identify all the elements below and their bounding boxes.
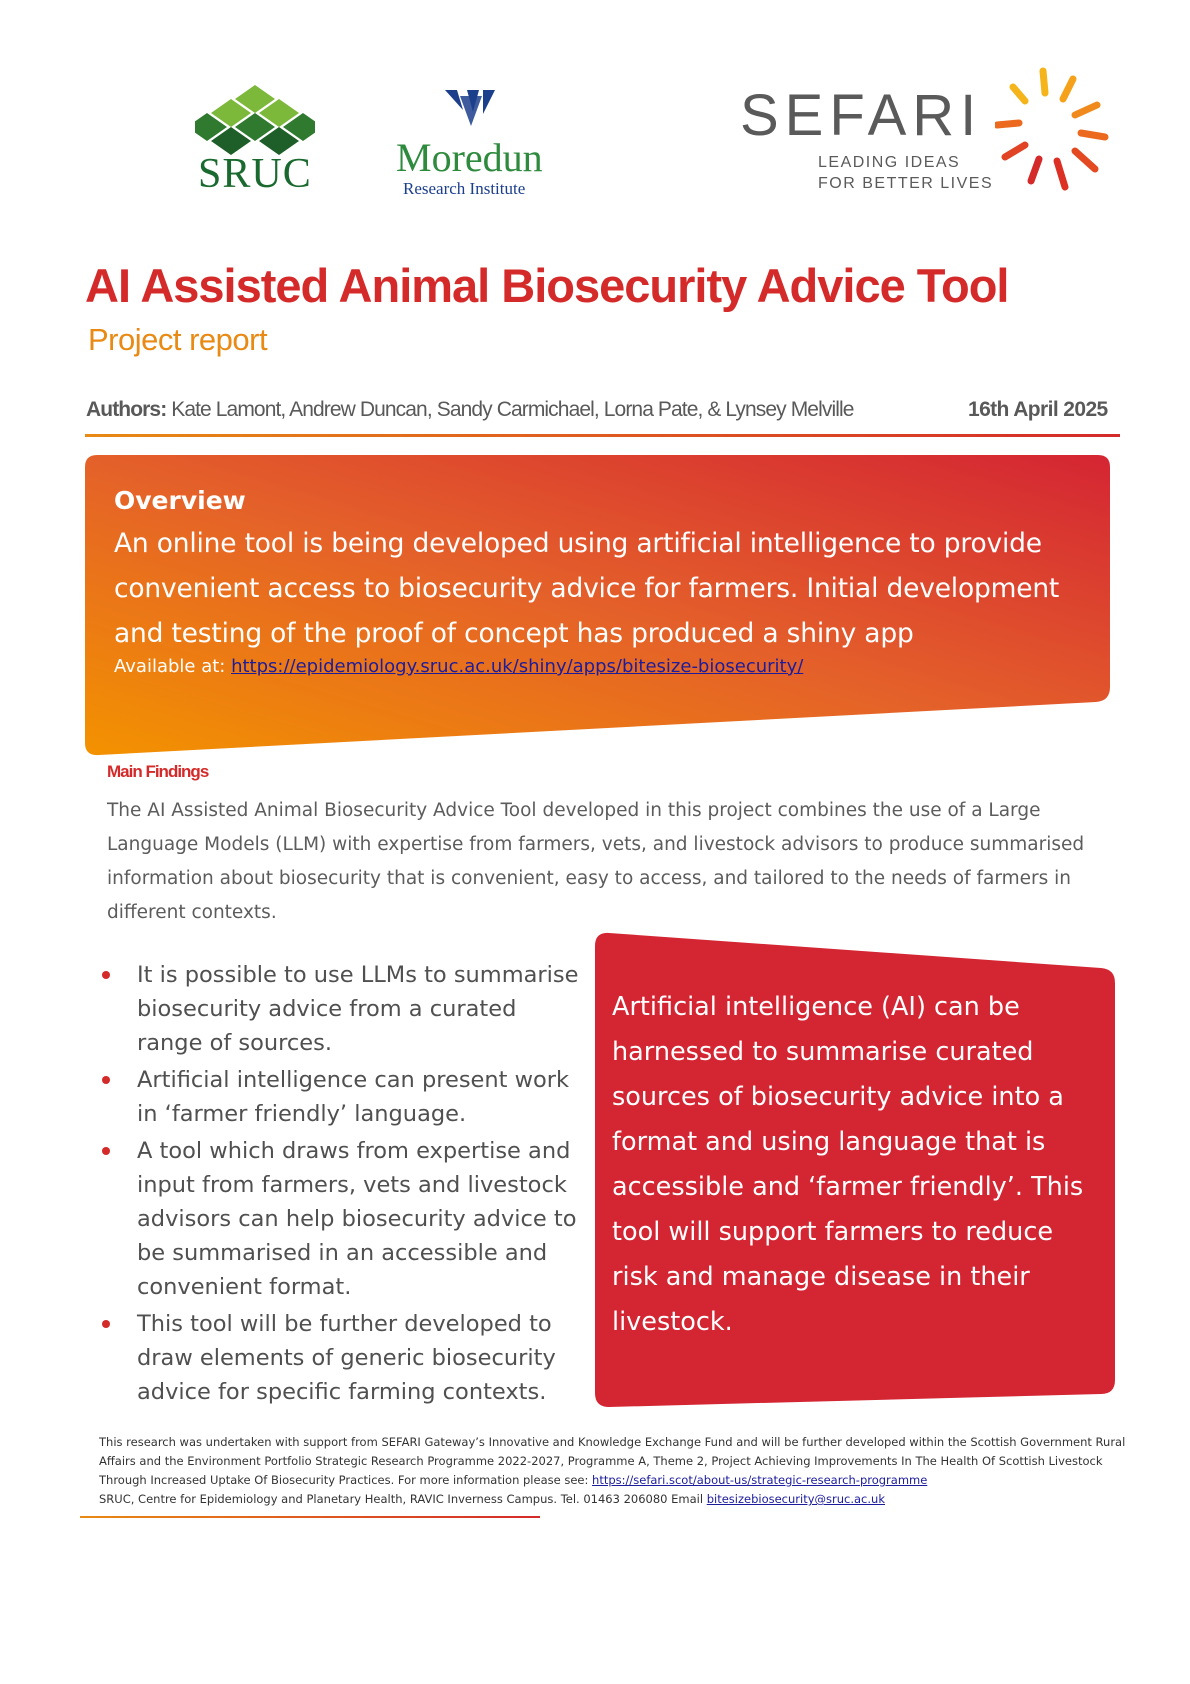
footer-contact (99, 1490, 1129, 1509)
bullet-text: This tool will be further developed to draw elements of generic biosecurity advice for specific farming contexts. (137, 1311, 556, 1405)
sruc-logo-text: SRUC (198, 151, 312, 197)
main-findings-heading: Main Findings (107, 762, 209, 781)
callout-text: Artificial intelligence (AI) can be harnessed to summarise curated sources of biosecurity advice into a format and using language that is accessible and ‘farmer friendly’. This tool will support farmers to reduce risk and manage disease in their livestock. (612, 992, 1084, 1337)
bullet-icon (102, 1320, 110, 1328)
available-at-label: Available at: (114, 656, 232, 677)
authors-label: Authors: (86, 398, 167, 421)
author-divider (85, 434, 1120, 437)
overview-section (114, 486, 1074, 677)
bullet-text: It is possible to use LLMs to summarise biosecurity advice from a curated range of sources. (137, 962, 579, 1056)
sefari-tagline-line-2: FOR BETTER LIVES (818, 175, 994, 192)
moredun-logo-name: Moredun (396, 135, 543, 180)
moredun-logo-subtitle: Research Institute (403, 179, 526, 198)
sefari-starburst-icon (995, 65, 1120, 195)
bullet-icon (102, 971, 110, 979)
list-item (100, 1134, 580, 1304)
main-findings-body: The AI Assisted Animal Biosecurity Advice Tool developed in this project combines the use of a Large Language Models (LLM) with expertise from farmers, vets, and livestock advisors to produce summarised information about biosecurity that is convenient, easy to access, and tailored to the needs of farmers in different contexts. (107, 800, 1085, 923)
page-subtitle: Project report (88, 322, 268, 357)
bullet-icon (102, 1147, 110, 1155)
list-item (100, 1307, 580, 1409)
bullet-text: Artificial intelligence can present work in ‘farmer friendly’ language. (137, 1067, 570, 1127)
app-link[interactable]: https://epidemiology.sruc.ac.uk/shiny/apps/bitesize-biosecurity/ (231, 656, 804, 677)
overview-availability (114, 656, 1074, 677)
findings-bullet-list (100, 958, 580, 1412)
sefari-programme-link[interactable]: https://sefari.scot/about-us/strategic-research-programme (592, 1473, 928, 1487)
list-item (100, 958, 580, 1060)
overview-body: An online tool is being developed using artificial intelligence to provide convenient access to biosecurity advice for farmers. Initial development and testing of the proof of concept has produced a shiny app (114, 528, 1060, 649)
sefari-logo-name: SEFARI (740, 83, 983, 148)
authors-line (86, 398, 854, 422)
page-title: AI Assisted Animal Biosecurity Advice Tool (85, 259, 1009, 312)
email-link[interactable]: bitesizebiosecurity@sruc.ac.uk (706, 1492, 885, 1506)
list-item (100, 1063, 580, 1131)
footer-divider (80, 1516, 540, 1518)
overview-heading: Overview (114, 486, 246, 515)
footer-funding-text: This research was undertaken with support from SEFARI Gateway’s Innovative and Knowledge Exchange Fund and will be further developed within the Scottish Government Rural Affairs and the Environment Portfolio Strategic Research Programme 2022-2027, Programme A, Theme 2, Project Achieving Improvements In The Health Of Scottish Livestock Through Increased Uptake Of Biosecurity Practices. For more information please see: (99, 1435, 1126, 1487)
footer (99, 1433, 1129, 1509)
bullet-text: A tool which draws from expertise and input from farmers, vets and livestock advisors can help biosecurity advice to be summarised in an accessible and convenient format. (137, 1138, 577, 1300)
footer-contact-text: SRUC, Centre for Epidemiology and Planetary Health, RAVIC Inverness Campus. Tel. 01463 206080 Email (99, 1492, 707, 1506)
footer-funding (99, 1433, 1129, 1490)
bullet-icon (102, 1076, 110, 1084)
authors-names: Kate Lamont, Andrew Duncan, Sandy Carmichael, Lorna Pate, & Lynsey Melville (166, 398, 854, 421)
report-date: 16th April 2025 (968, 398, 1108, 421)
sefari-tagline-line-1: LEADING IDEAS (818, 154, 961, 171)
